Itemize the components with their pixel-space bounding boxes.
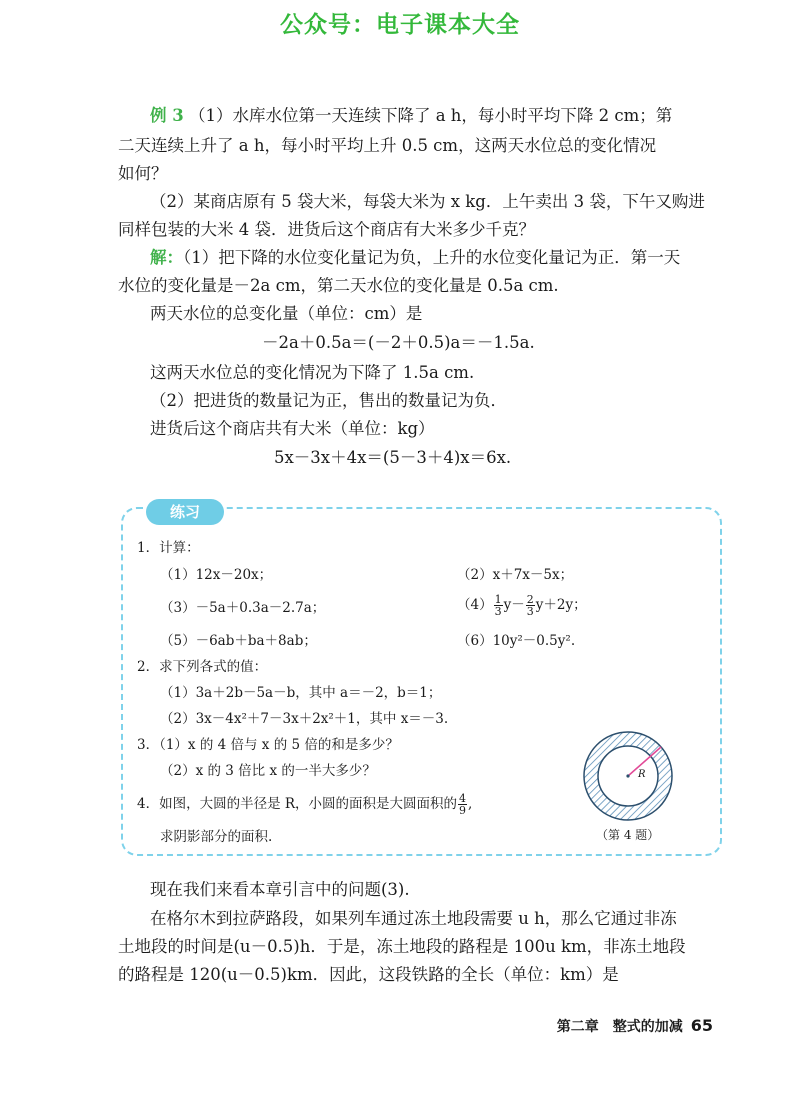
exercise-q1-2: （2）x＋7x－5x；	[457, 567, 574, 583]
solution-s2-line2: 进货后这个商店共有大米（单位：kg）	[150, 419, 435, 438]
exercise-q1-4-mid: y－	[503, 597, 525, 613]
exercise-q4-line1: 4．如图，大圆的半径是 R，小圆的面积是大圆面积的 $\frac{4}{9}$ ,	[137, 792, 473, 817]
exercise-q1-3: （3）－5a＋0.3a－2.7a；	[160, 600, 326, 616]
exercise-q2: 2．求下列各式的值：	[137, 659, 268, 675]
fraction-numerator: 2	[526, 593, 534, 606]
exercise-label: 练习	[146, 499, 224, 525]
solution-s1-line3: 两天水位的总变化量（单位：cm）是	[150, 304, 423, 323]
fraction-one-third	[494, 594, 503, 617]
fraction-denominator: 3	[494, 605, 502, 618]
exercise-q2-2: （2）3x－4x²＋7－3x＋2x²＋1，其中 x＝－3.	[160, 711, 449, 727]
exercise-q2-1: （1）3a＋2b－5a－b，其中 a＝－2，b＝1；	[160, 685, 442, 701]
fraction-numerator: 4	[459, 792, 467, 805]
exercise-q1-5: （5）－6ab＋ba＋8ab；	[160, 633, 317, 649]
page-number: 65	[690, 1016, 713, 1035]
example-p2-line2: 同样包装的大米 4 袋．进货后这个商店有大米多少千克？	[118, 220, 535, 239]
figure-caption: （第 4 题）	[596, 828, 660, 842]
fraction-denominator: 9	[459, 804, 467, 817]
solution-label: 解：	[150, 248, 183, 267]
solution-s2-line1: （2）把进货的数量记为正，售出的数量记为负．	[150, 391, 507, 410]
body-line-2: 在格尔木到拉萨路段，如果列车通过冻土地段需要 u h，那么它通过非冻	[150, 909, 677, 928]
exercise-q3-1: 3．（1）x 的 4 倍与 x 的 5 倍的和是多少？	[137, 737, 399, 753]
exercise-q1-6: （6）10y²－0.5y².	[457, 633, 576, 649]
example-p1-line2: 二天连续上升了 a h，每小时平均上升 0.5 cm，这两天水位总的变化情况	[118, 136, 657, 155]
example-line-1	[150, 102, 672, 130]
example-p2-line1: （2）某商店原有 5 袋大米，每袋大米为 x kg．上午卖出 3 袋，下午又购进	[150, 192, 705, 211]
radius-label: R	[638, 769, 646, 780]
body-line-1: 现在我们来看本章引言中的问题(3).	[150, 880, 410, 899]
solution-s1-equation: －2a＋0.5a＝(－2＋0.5)a＝－1.5a.	[262, 333, 535, 352]
chapter-title: 第二章 整式的加减	[556, 1019, 683, 1035]
exercise-q1-4-end: y＋2y；	[535, 597, 587, 613]
solution-s1-line4: 这两天水位总的变化情况为下降了 1.5a cm.	[150, 363, 475, 382]
fraction-numerator: 1	[494, 593, 502, 606]
fraction-denominator: 3	[526, 605, 534, 618]
example-label: 例 3	[150, 106, 184, 125]
header-watermark: 公众号：电子课本大全	[280, 12, 520, 38]
page-footer	[557, 1016, 713, 1036]
exercise-q3-2: （2）x 的 3 倍比 x 的一半大多少？	[160, 763, 376, 779]
exercise-q4-text: 4．如图，大圆的半径是 R，小圆的面积是大圆面积的	[137, 796, 458, 812]
solution-s2-equation: 5x－3x＋4x＝(5－3＋4)x＝6x.	[274, 448, 512, 467]
solution-s1-line2: 水位的变化量是－2a cm，第二天水位的变化量是 0.5a cm.	[118, 276, 559, 295]
fraction-two-thirds	[526, 594, 535, 617]
exercise-q1-1: （1）12x－20x；	[160, 567, 273, 583]
exercise-q1-4	[457, 594, 587, 617]
body-line-3: 土地段的时间是(u－0.5)h．于是，冻土地段的路程是 100u km，非冻土地段	[118, 937, 686, 956]
exercise-q1-4-prefix: （4）	[457, 597, 493, 613]
fraction-four-ninths	[458, 793, 467, 816]
example-p1-line3: 如何？	[118, 164, 168, 183]
solution-line-1	[150, 244, 680, 272]
solution-s1-line1: （1）把下降的水位变化量记为负，上升的水位变化量记为正．第一天	[183, 248, 681, 267]
annulus-figure	[582, 730, 674, 822]
exercise-q4-line2: 求阴影部分的面积.	[160, 829, 273, 845]
example-p1-line1: （1）水库水位第一天连续下降了 a h，每小时平均下降 2 cm；第	[188, 106, 673, 125]
center-point	[626, 774, 629, 777]
body-line-4: 的路程是 120(u－0.5)km．因此，这段铁路的全长（单位：km）是	[118, 965, 619, 984]
exercise-q1: 1．计算：	[137, 540, 200, 556]
